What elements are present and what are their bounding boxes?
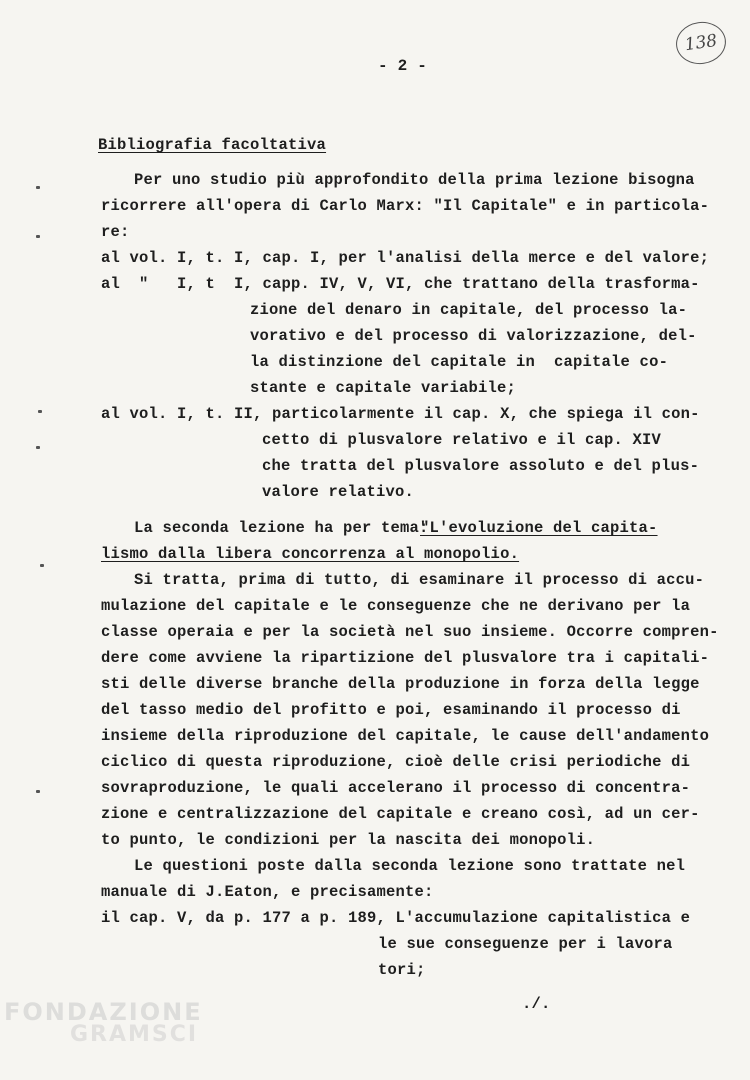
margin-mark: [40, 564, 44, 567]
text-line: zione del denaro in capitale, del processo la-: [250, 301, 688, 319]
continuation-mark: ./.: [522, 995, 551, 1013]
margin-mark: [38, 410, 42, 413]
margin-mark: [36, 790, 40, 793]
text-line: sovraproduzione, le quali accelerano il processo di concentra-: [101, 779, 691, 797]
text-line: cetto di plusvalore relativo e il cap. XIV: [262, 431, 662, 449]
section-title: Bibliografia facoltativa: [98, 136, 327, 154]
text-line: del tasso medio del profitto e poi, esaminando il processo di: [101, 701, 681, 719]
text-line: manuale di J.Eaton, e precisamente:: [101, 883, 434, 901]
text-line: le sue conseguenze per i lavora: [378, 935, 673, 953]
text-line: insieme della riproduzione del capitale, le cause dell'andamento: [101, 727, 710, 745]
text-line: ricorrere all'opera di Carlo Marx: "Il Capitale" e in particola-: [101, 197, 710, 215]
text-line: zione e centralizzazione del capitale e creano così, ad un cer-: [101, 805, 700, 823]
lesson-topic: "L'evoluzione del capita-: [420, 519, 658, 537]
text-line: classe operaia e per la società nel suo insieme. Occorre compren-: [101, 623, 719, 641]
text-line: ciclico di questa riproduzione, cioè delle crisi periodiche di: [101, 753, 691, 771]
text-line: al " I, t I, capp. IV, V, VI, che trattano della trasforma-: [101, 275, 700, 293]
text-line: re:: [101, 223, 130, 241]
lesson-topic: lismo dalla libera concorrenza al monopolio.: [101, 545, 520, 563]
watermark: FONDAZIONE: [4, 998, 203, 1026]
text-line: Le questioni poste dalla seconda lezione sono trattate nel: [134, 857, 686, 875]
text-line: vorativo e del processo di valorizzazione, del-: [250, 327, 697, 345]
text-line: la distinzione del capitale in capitale co-: [250, 353, 669, 371]
text-line: sti delle diverse branche della produzione in forza della legge: [101, 675, 700, 693]
margin-mark: [36, 235, 40, 238]
margin-mark: [36, 446, 40, 449]
text-line: dere come avviene la ripartizione del plusvalore tra i capitali-: [101, 649, 710, 667]
text-line: valore relativo.: [262, 483, 415, 501]
text-line: il cap. V, da p. 177 a p. 189, L'accumulazione capitalistica e: [101, 909, 691, 927]
text-line: tori;: [378, 961, 426, 979]
text-line: stante e capitale variabile;: [250, 379, 517, 397]
watermark: GRAMSCI: [70, 1022, 199, 1047]
text-line: al vol. I, t. I, cap. I, per l'analisi della merce e del valore;: [101, 249, 710, 267]
text-line: Per uno studio più approfondito della prima lezione bisogna: [134, 171, 695, 189]
margin-mark: [36, 186, 40, 189]
text-line: to punto, le condizioni per la nascita dei monopoli.: [101, 831, 596, 849]
text-line: La seconda lezione ha per tema:: [134, 519, 439, 537]
text-line: Si tratta, prima di tutto, di esaminare il processo di accu-: [134, 571, 705, 589]
text-line: che tratta del plusvalore assoluto e del plus-: [262, 457, 700, 475]
text-line: al vol. I, t. II, particolarmente il cap. X, che spiega il con-: [101, 405, 700, 423]
archive-stamp: 138: [673, 19, 728, 68]
text-line: mulazione del capitale e le conseguenze che ne derivano per la: [101, 597, 691, 615]
page-number: - 2 -: [378, 57, 428, 75]
